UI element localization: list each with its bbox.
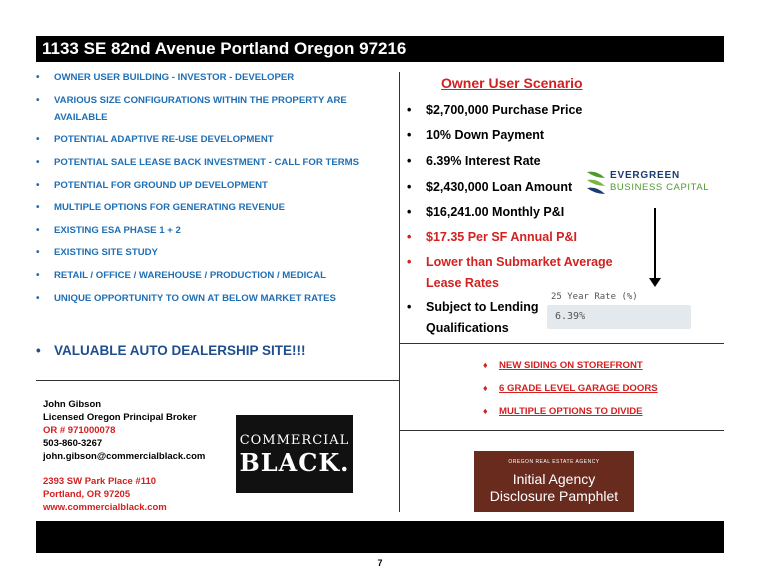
right-divider-lower [399,430,724,431]
contact-title: Licensed Oregon Principal Broker [43,412,197,423]
diamond-icon: ♦ [483,360,488,370]
page-number: 7 [377,558,383,568]
feature-item: • MULTIPLE OPTIONS FOR GENERATING REVENUE [36,199,396,216]
contact-license: OR # 971000078 [43,425,116,436]
bullet-icon: • [407,103,412,117]
agency-disclosure-image: OREGON REAL ESTATE AGENCY Initial Agency Disclosure Pamphlet [474,451,634,512]
bullet-icon: • [407,128,412,142]
bullet-icon: • [36,247,40,258]
feature-item: • RETAIL / OFFICE / WAREHOUSE / PRODUCTION / MEDICAL [36,267,396,284]
bullet-icon: • [407,255,412,269]
contact-name: John Gibson [43,399,102,410]
arrow-down-line [654,208,656,280]
arrow-down-icon [649,278,661,287]
contact-address1: 2393 SW Park Place #110 [43,476,157,487]
bullet-icon: • [36,134,40,145]
contact-block [43,398,205,514]
bullet-icon: • [407,300,412,314]
diamond-icon: ♦ [483,383,488,393]
rate-field [547,305,691,329]
commercial-black-logo: COMMERCIAL BLACK. [236,415,353,493]
feature-item: • VARIOUS SIZE CONFIGURATIONS WITHIN THE PROPERTY ARE AVAILABLE [36,92,396,126]
left-divider [36,380,399,381]
feature-item: • OWNER USER BUILDING - INVESTOR - DEVELOPER [36,69,396,86]
evergreen-logo: EVERGREEN BUSINESS CAPITAL [585,168,711,196]
rate-label: 25 Year Rate (%) [551,292,638,302]
bullet-icon: • [36,343,41,358]
diamond-icon: ♦ [483,406,488,416]
feature-item: • UNIQUE OPPORTUNITY TO OWN AT BELOW MARKET RATES [36,290,396,307]
contact-phone: 503-860-3267 [43,438,103,449]
contact-email: john.gibson@commercialblack.com [43,451,206,462]
bullet-icon: • [36,225,40,236]
bullet-icon: • [36,293,40,304]
bullet-icon: • [36,270,40,281]
evergreen-leaf-icon [585,168,607,194]
feature-item: • POTENTIAL SALE LEASE BACK INVESTMENT - CALL FOR TERMS [36,154,396,171]
column-divider [399,72,400,512]
bullet-icon: • [36,157,40,168]
bullet-icon: • [36,72,40,83]
feature-item: • EXISTING ESA PHASE 1 + 2 [36,222,396,239]
page-title: 1133 SE 82nd Avenue Portland Oregon 97216 [42,39,407,58]
scenario-title: Owner User Scenario [441,75,583,91]
bullet-icon: • [407,180,412,194]
contact-address2: Portland, OR 97205 [43,489,131,500]
feature-item: • POTENTIAL ADAPTIVE RE-USE DEVELOPMENT [36,131,396,148]
footer-bar [36,521,724,553]
bullet-icon: • [407,230,412,244]
rate-value: 6.39% [555,311,586,322]
bullet-icon: • [407,154,412,168]
right-divider [399,343,724,344]
contact-website: www.commercialblack.com [43,502,167,513]
bullet-icon: • [36,95,40,106]
feature-item: • EXISTING SITE STUDY [36,244,396,261]
bullet-icon: • [407,205,412,219]
feature-item: • POTENTIAL FOR GROUND UP DEVELOPMENT [36,177,396,194]
bullet-icon: • [36,180,40,191]
bullet-icon: • [36,202,40,213]
